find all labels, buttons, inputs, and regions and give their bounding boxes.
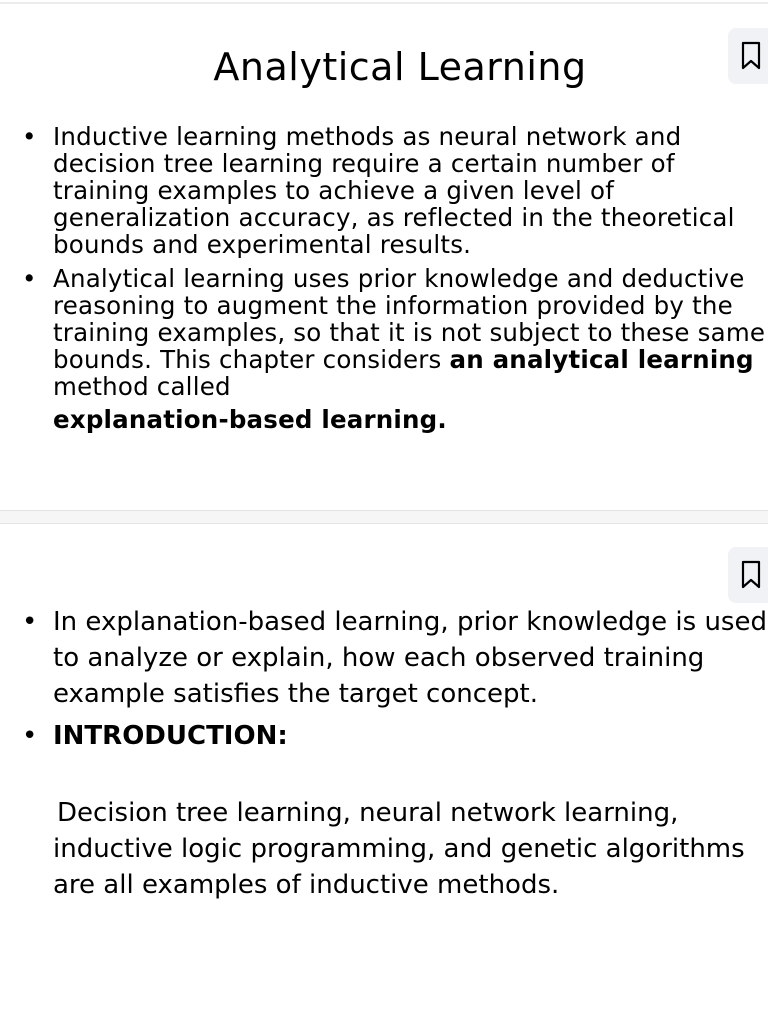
- slide-title: Analytical Learning: [213, 45, 587, 89]
- bold-phrase: explanation-based learning.: [53, 405, 447, 434]
- list-item: [22, 265, 768, 433]
- bullet-list: [22, 123, 768, 440]
- section-heading: INTRODUCTION:: [53, 721, 288, 751]
- slide-introduction: [0, 524, 768, 1024]
- bullet-dot: •: [22, 122, 37, 151]
- slide-separator: [0, 510, 768, 524]
- bullet-text: method called: [53, 372, 231, 401]
- bullet-text: Inductive learning methods as neural network and decision tree learning require a certain number of training examples to achieve a given level of generalization accuracy, as reflected in the theoretical bounds and experimental results.: [53, 122, 735, 259]
- intro-paragraph: [53, 795, 753, 903]
- list-item: [22, 123, 768, 258]
- bullet-text: Analytical learning uses prior knowledge and deductive reasoning to augment the information provided by the training examples, so that it is not subject to these same bounds. This chapter considers: [53, 264, 766, 374]
- list-item: [22, 604, 768, 712]
- list-item: [22, 718, 768, 754]
- bold-phrase: an analytical learning: [449, 345, 754, 374]
- bullet-dot: •: [22, 721, 38, 751]
- slide-analytical-learning: [0, 5, 768, 510]
- bullet-list: [22, 604, 768, 760]
- bullet-text: In explanation-based learning, prior knowledge is used to analyze or explain, how each observed training example satisfies the target concept.: [53, 607, 767, 709]
- bullet-dot: •: [22, 607, 38, 637]
- top-divider: [0, 2, 768, 4]
- bullet-dot: •: [22, 264, 37, 293]
- intro-text: Decision tree learning, neural network learning, inductive logic programming, and genetic algorithms are all examples of inductive methods.: [53, 798, 745, 900]
- bookmark-button[interactable]: [728, 547, 768, 603]
- bookmark-icon: [740, 560, 762, 590]
